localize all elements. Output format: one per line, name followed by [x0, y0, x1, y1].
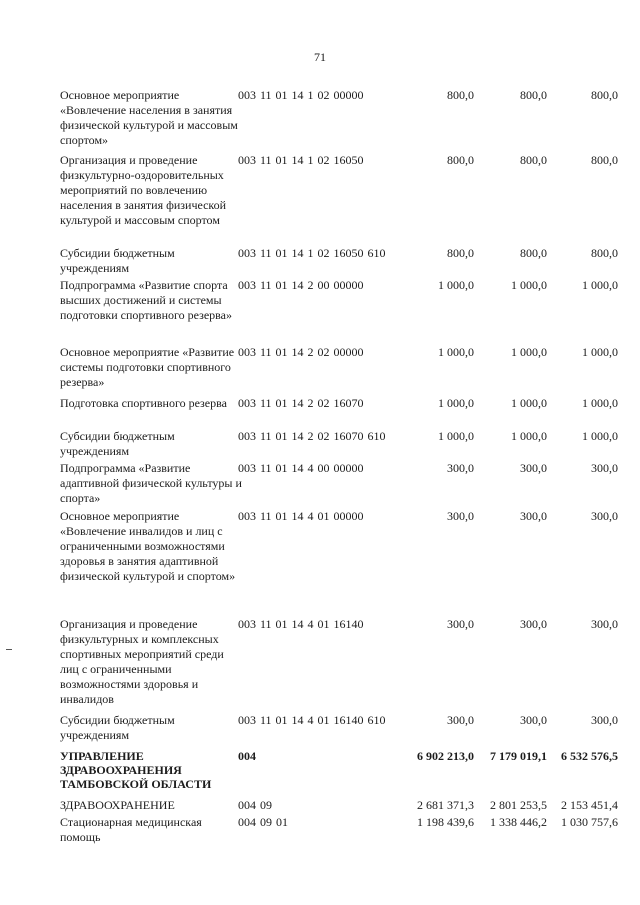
row-code: 003 11 01 14 2 02 16070 610 [238, 429, 386, 443]
row-value-2: 7 179 019,1 [490, 749, 547, 763]
row-code: 003 11 01 14 1 02 16050 610 [238, 246, 386, 260]
row-value-3: 300,0 [591, 461, 618, 475]
row-value-2: 300,0 [520, 509, 547, 523]
row-code: 003 11 01 14 4 00 00000 [238, 461, 364, 475]
row-value-1: 1 000,0 [438, 345, 474, 359]
row-value-3: 1 000,0 [582, 278, 618, 292]
row-code: 003 11 01 14 1 02 16050 [238, 153, 364, 167]
row-value-2: 1 000,0 [511, 345, 547, 359]
row-name: Основное мероприятие «Вовлечение инвалидов и лиц с ограниченными возможностями здоровья в занятия адаптивной физической культурой и спортом» [60, 509, 236, 583]
row-code: 003 11 01 14 1 02 00000 [238, 88, 364, 102]
page-number: 71 [314, 50, 326, 64]
row-name: Подпрограмма «Развитие спорта высших достижений и системы подготовки спортивного резерва» [60, 278, 232, 322]
row-name: Субсидии бюджетным учреждениям [60, 713, 175, 742]
row-code: 003 11 01 14 4 01 00000 [238, 509, 364, 523]
margin-mark [6, 649, 12, 650]
row-value-2: 1 000,0 [511, 429, 547, 443]
row-name: Организация и проведение физкультурных и комплексных спортивных мероприятий среди лиц с ограниченными возможностями здоровья и инвалидов [60, 617, 224, 706]
row-value-3: 1 000,0 [582, 429, 618, 443]
row-value-1: 1 000,0 [438, 396, 474, 410]
row-value-3: 800,0 [591, 246, 618, 260]
row-value-1: 1 000,0 [438, 278, 474, 292]
row-value-3: 1 000,0 [582, 396, 618, 410]
row-name: Основное мероприятие «Вовлечение населения в занятия физической культурой и массовым спортом» [60, 88, 238, 147]
row-name: Субсидии бюджетным учреждениям [60, 246, 175, 275]
row-value-3: 1 000,0 [582, 345, 618, 359]
row-name: УПРАВЛЕНИЕ ЗДРАВООХРАНЕНИЯ ТАМБОВСКОЙ ОБЛАСТИ [60, 749, 212, 791]
row-value-3: 300,0 [591, 713, 618, 727]
row-name: ЗДРАВООХРАНЕНИЕ [60, 798, 175, 812]
row-value-2: 300,0 [520, 461, 547, 475]
row-value-2: 800,0 [520, 153, 547, 167]
row-value-3: 1 030 757,6 [561, 815, 618, 829]
row-value-2: 800,0 [520, 246, 547, 260]
row-value-1: 300,0 [447, 617, 474, 631]
row-value-1: 6 902 213,0 [417, 749, 474, 763]
row-value-1: 300,0 [447, 713, 474, 727]
row-name: Организация и проведение физкультурно-оздоровительных мероприятий по вовлечению населения в занятия физической культурой и массовым спортом [60, 153, 227, 227]
row-value-2: 1 338 446,2 [490, 815, 547, 829]
row-code: 004 09 [238, 798, 272, 812]
row-value-1: 800,0 [447, 246, 474, 260]
row-value-3: 2 153 451,4 [561, 798, 618, 812]
row-name: Субсидии бюджетным учреждениям [60, 429, 175, 458]
row-code: 004 09 01 [238, 815, 288, 829]
row-code: 003 11 01 14 2 00 00000 [238, 278, 364, 292]
row-name: Подготовка спортивного резерва [60, 396, 227, 410]
row-value-3: 300,0 [591, 509, 618, 523]
row-value-1: 300,0 [447, 461, 474, 475]
row-value-2: 1 000,0 [511, 278, 547, 292]
row-code: 003 11 01 14 2 02 00000 [238, 345, 364, 359]
row-name: Подпрограмма «Развитие адаптивной физической культуры и спорта» [60, 461, 242, 505]
row-code: 004 [238, 749, 256, 763]
row-value-3: 800,0 [591, 153, 618, 167]
row-name: Основное мероприятие «Развитие системы подготовки спортивного резерва» [60, 345, 235, 389]
row-value-1: 1 000,0 [438, 429, 474, 443]
row-name: Стационарная медицинская помощь [60, 815, 202, 844]
row-value-2: 800,0 [520, 88, 547, 102]
row-value-3: 300,0 [591, 617, 618, 631]
row-value-1: 800,0 [447, 88, 474, 102]
row-code: 003 11 01 14 2 02 16070 [238, 396, 364, 410]
row-value-1: 1 198 439,6 [417, 815, 474, 829]
row-value-2: 300,0 [520, 617, 547, 631]
row-value-3: 800,0 [591, 88, 618, 102]
row-value-2: 2 801 253,5 [490, 798, 547, 812]
row-value-3: 6 532 576,5 [561, 749, 618, 763]
row-code: 003 11 01 14 4 01 16140 [238, 617, 364, 631]
row-code: 003 11 01 14 4 01 16140 610 [238, 713, 386, 727]
row-value-2: 300,0 [520, 713, 547, 727]
row-value-1: 800,0 [447, 153, 474, 167]
row-value-1: 2 681 371,3 [417, 798, 474, 812]
row-value-1: 300,0 [447, 509, 474, 523]
row-value-2: 1 000,0 [511, 396, 547, 410]
